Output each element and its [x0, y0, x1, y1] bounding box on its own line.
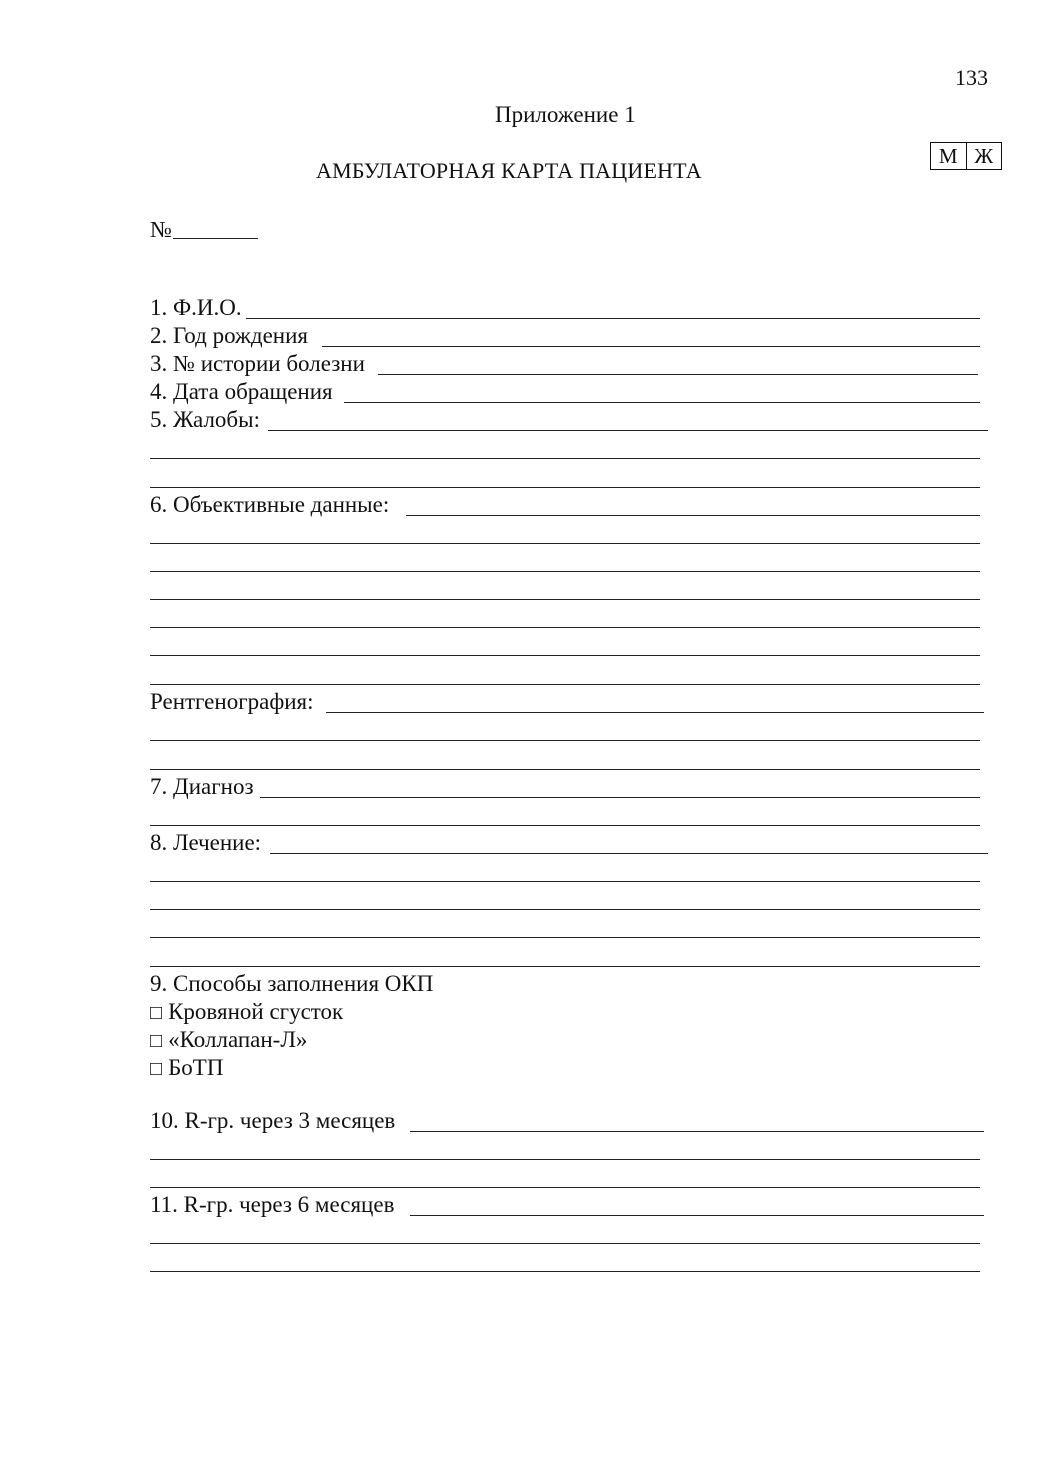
birth-year-label: 2. Год рождения [150, 323, 308, 348]
fill-option[interactable] [150, 1028, 307, 1051]
rgr-3-months-line[interactable] [150, 1187, 980, 1188]
treatment-line[interactable] [150, 937, 980, 938]
fill-option-label: Кровяной сгусток [168, 999, 344, 1024]
objective-data-line[interactable] [150, 655, 980, 656]
objective-data-field[interactable] [406, 515, 980, 516]
radiography-line[interactable] [150, 769, 980, 770]
full-name-field[interactable] [246, 318, 980, 319]
history-number-field[interactable] [378, 374, 978, 375]
fill-option-label: БоТП [168, 1055, 224, 1080]
page-number: 133 [955, 65, 988, 90]
rgr-3-months-line[interactable] [150, 1159, 980, 1160]
visit-date-field[interactable] [344, 402, 980, 403]
radiography-field[interactable] [326, 712, 984, 713]
fill-option-label: «Коллапан-Л» [168, 1027, 308, 1052]
treatment-line[interactable] [150, 966, 980, 967]
checkbox-icon[interactable]: □ [150, 1030, 163, 1052]
objective-data-line[interactable] [150, 543, 980, 544]
page-title: АМБУЛАТОРНАЯ КАРТА ПАЦИЕНТА [316, 158, 702, 183]
rgr-3-months-label: 10. R-гр. через 3 месяцев [150, 1108, 396, 1133]
diagnosis-label: 7. Диагноз [150, 774, 254, 799]
complaints-label: 5. Жалобы: [150, 407, 260, 432]
radiography-line[interactable] [150, 740, 980, 741]
treatment-line[interactable] [150, 909, 980, 910]
card-number-label: № [150, 217, 172, 242]
birth-year-field[interactable] [322, 346, 980, 347]
radiography-label: Рентгенография: [150, 689, 314, 714]
treatment-label: 8. Лечение: [150, 830, 262, 855]
complaints-line[interactable] [150, 487, 980, 488]
complaints-line[interactable] [150, 458, 980, 459]
gender-selector [930, 142, 1002, 170]
diagnosis-line[interactable] [150, 825, 980, 826]
rgr-3-months-field[interactable] [410, 1131, 984, 1132]
card-number-field[interactable] [173, 238, 258, 239]
full-name-label: 1. Ф.И.О. [150, 295, 242, 320]
treatment-field[interactable] [270, 853, 988, 854]
rgr-6-months-line[interactable] [150, 1271, 980, 1272]
complaints-field[interactable] [268, 430, 988, 431]
diagnosis-field[interactable] [260, 797, 980, 798]
objective-data-line[interactable] [150, 684, 980, 685]
checkbox-icon[interactable]: □ [150, 1058, 163, 1080]
objective-data-line[interactable] [150, 599, 980, 600]
fill-option[interactable] [150, 1056, 223, 1079]
rgr-6-months-line[interactable] [150, 1243, 980, 1244]
checkbox-icon[interactable]: □ [150, 1002, 163, 1024]
objective-data-line[interactable] [150, 627, 980, 628]
treatment-line[interactable] [150, 881, 980, 882]
appendix-label: Приложение 1 [495, 102, 636, 127]
fill-option[interactable] [150, 1000, 343, 1023]
visit-date-label: 4. Дата обращения [150, 379, 333, 404]
objective-data-line[interactable] [150, 571, 980, 572]
objective-data-label: 6. Объективные данные: [150, 492, 390, 517]
gender-male-option[interactable]: М [938, 144, 958, 168]
fill-methods-label: 9. Способы заполнения ОКП [150, 971, 434, 996]
gender-female-option[interactable]: Ж [966, 143, 1002, 169]
rgr-6-months-field[interactable] [410, 1215, 984, 1216]
rgr-6-months-label: 11. R-гр. через 6 месяцев [150, 1192, 395, 1217]
history-number-label: 3. № истории болезни [150, 351, 365, 376]
